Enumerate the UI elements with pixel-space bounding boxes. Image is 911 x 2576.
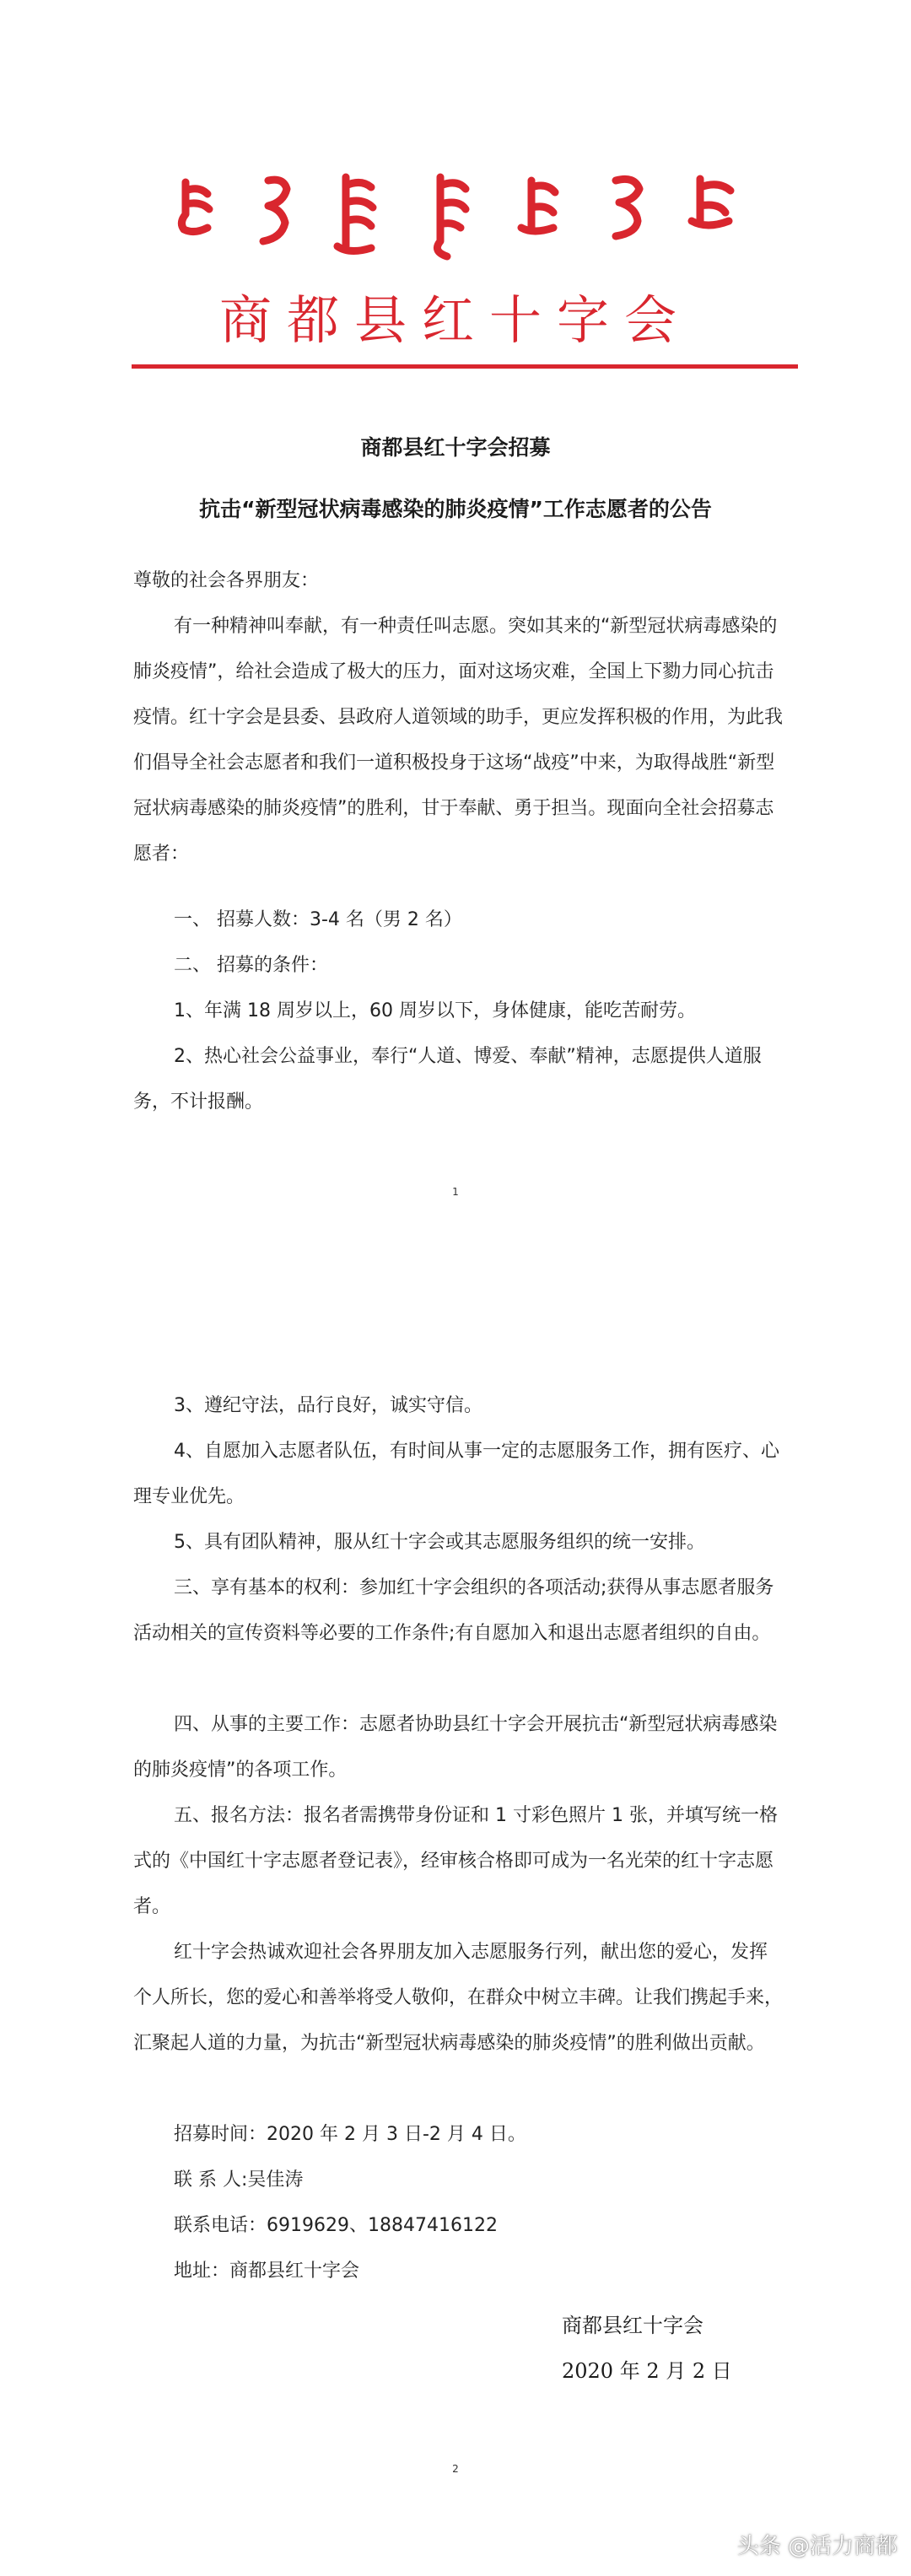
section-5-registration: 五、报名方法：报名者需携带身份证和 1 寸彩色照片 1 张，并填写统一格式的《中国红十字志愿者登记表》，经审核合格即可成为一名光荣的红十字志愿者。 (133, 1805, 778, 1917)
contact-phone: 联系电话：6919629、18847416122 (174, 2215, 498, 2236)
salutation: 尊敬的社会各界朋友： (133, 570, 320, 591)
condition-1: 1、年满 18 周岁以上，60 周岁以下，身体健康，能吃苦耐劳。 (174, 1000, 696, 1021)
page-number-1: 1 (452, 1186, 459, 1198)
watermark: 头条 @活力商都 (736, 2534, 898, 2559)
org-title: 商都县红十字会 (218, 289, 692, 351)
recruit-time: 招募时间：2020 年 2 月 3 日-2 月 4 日。 (174, 2124, 526, 2145)
closing-paragraph: 红十字会热诚欢迎社会各界朋友加入志愿服务行列，献出您的爱心，发挥个人所长，您的爱心和善举将受人敬仰，在群众中树立丰碑。让我们携起手来，汇聚起人道的力量，为抗击“新型冠状病毒感染的肺炎疫情”的胜利做出贡献。 (133, 1942, 784, 2054)
condition-4: 4、自愿加入志愿者队伍，有时间从事一定的志愿服务工作，拥有医疗、心理专业优先。 (133, 1441, 779, 1507)
signature-org: 商都县红十字会 (562, 2314, 703, 2337)
mongolian-script-logo (169, 165, 776, 267)
section-2-conditions: 二、 招募的条件： (174, 955, 328, 976)
condition-2: 2、热心社会公益事业，奉行“人道、博爱、奉献”精神，志愿提供人道服务，不计报酬。 (133, 1046, 762, 1113)
intro-paragraph: 有一种精神叫奉献，有一种责任叫志愿。突如其来的“新型冠状病毒感染的肺炎疫情”，给社会造成了极大的压力，面对这场灾难，全国上下勠力同心抗击疫情。红十字会是县委、县政府人道领域的助手，更应发挥积极的作用，为此我们倡导全社会志愿者和我们一道积极投身于这场“战疫”中来，为取得战胜“新型冠状病毒感染的肺炎疫情”的胜利，甘于奉献、勇于担当。现面向全社会招募志愿者： (133, 616, 784, 865)
section-1-headcount: 一、 招募人数：3-4 名（男 2 名） (174, 909, 462, 930)
section-4-duties: 四、从事的主要工作：志愿者协助县红十字会开展抗击“新型冠状病毒感染的肺炎疫情”的各项工作。 (133, 1714, 778, 1781)
address: 地址：商都县红十字会 (174, 2261, 360, 2282)
page-number-2: 2 (452, 2463, 459, 2475)
header-divider (132, 364, 798, 369)
title-line-2: 抗击“新型冠状病毒感染的肺炎疫情”工作志愿者的公告 (199, 497, 712, 521)
section-3-rights: 三、享有基本的权利：参加红十字会组织的各项活动;获得从事志愿者服务活动相关的宣传资料等必要的工作条件;有自愿加入和退出志愿者组织的自由。 (133, 1577, 774, 1644)
condition-3: 3、遵纪守法，品行良好，诚实守信。 (174, 1395, 482, 1416)
title-line-1: 商都县红十字会招募 (360, 435, 551, 460)
signature-date: 2020 年 2 月 2 日 (562, 2359, 732, 2383)
contact-person: 联 系 人:吴佳涛 (174, 2169, 304, 2191)
condition-5: 5、具有团队精神，服从红十字会或其志愿服务组织的统一安排。 (174, 1532, 705, 1553)
